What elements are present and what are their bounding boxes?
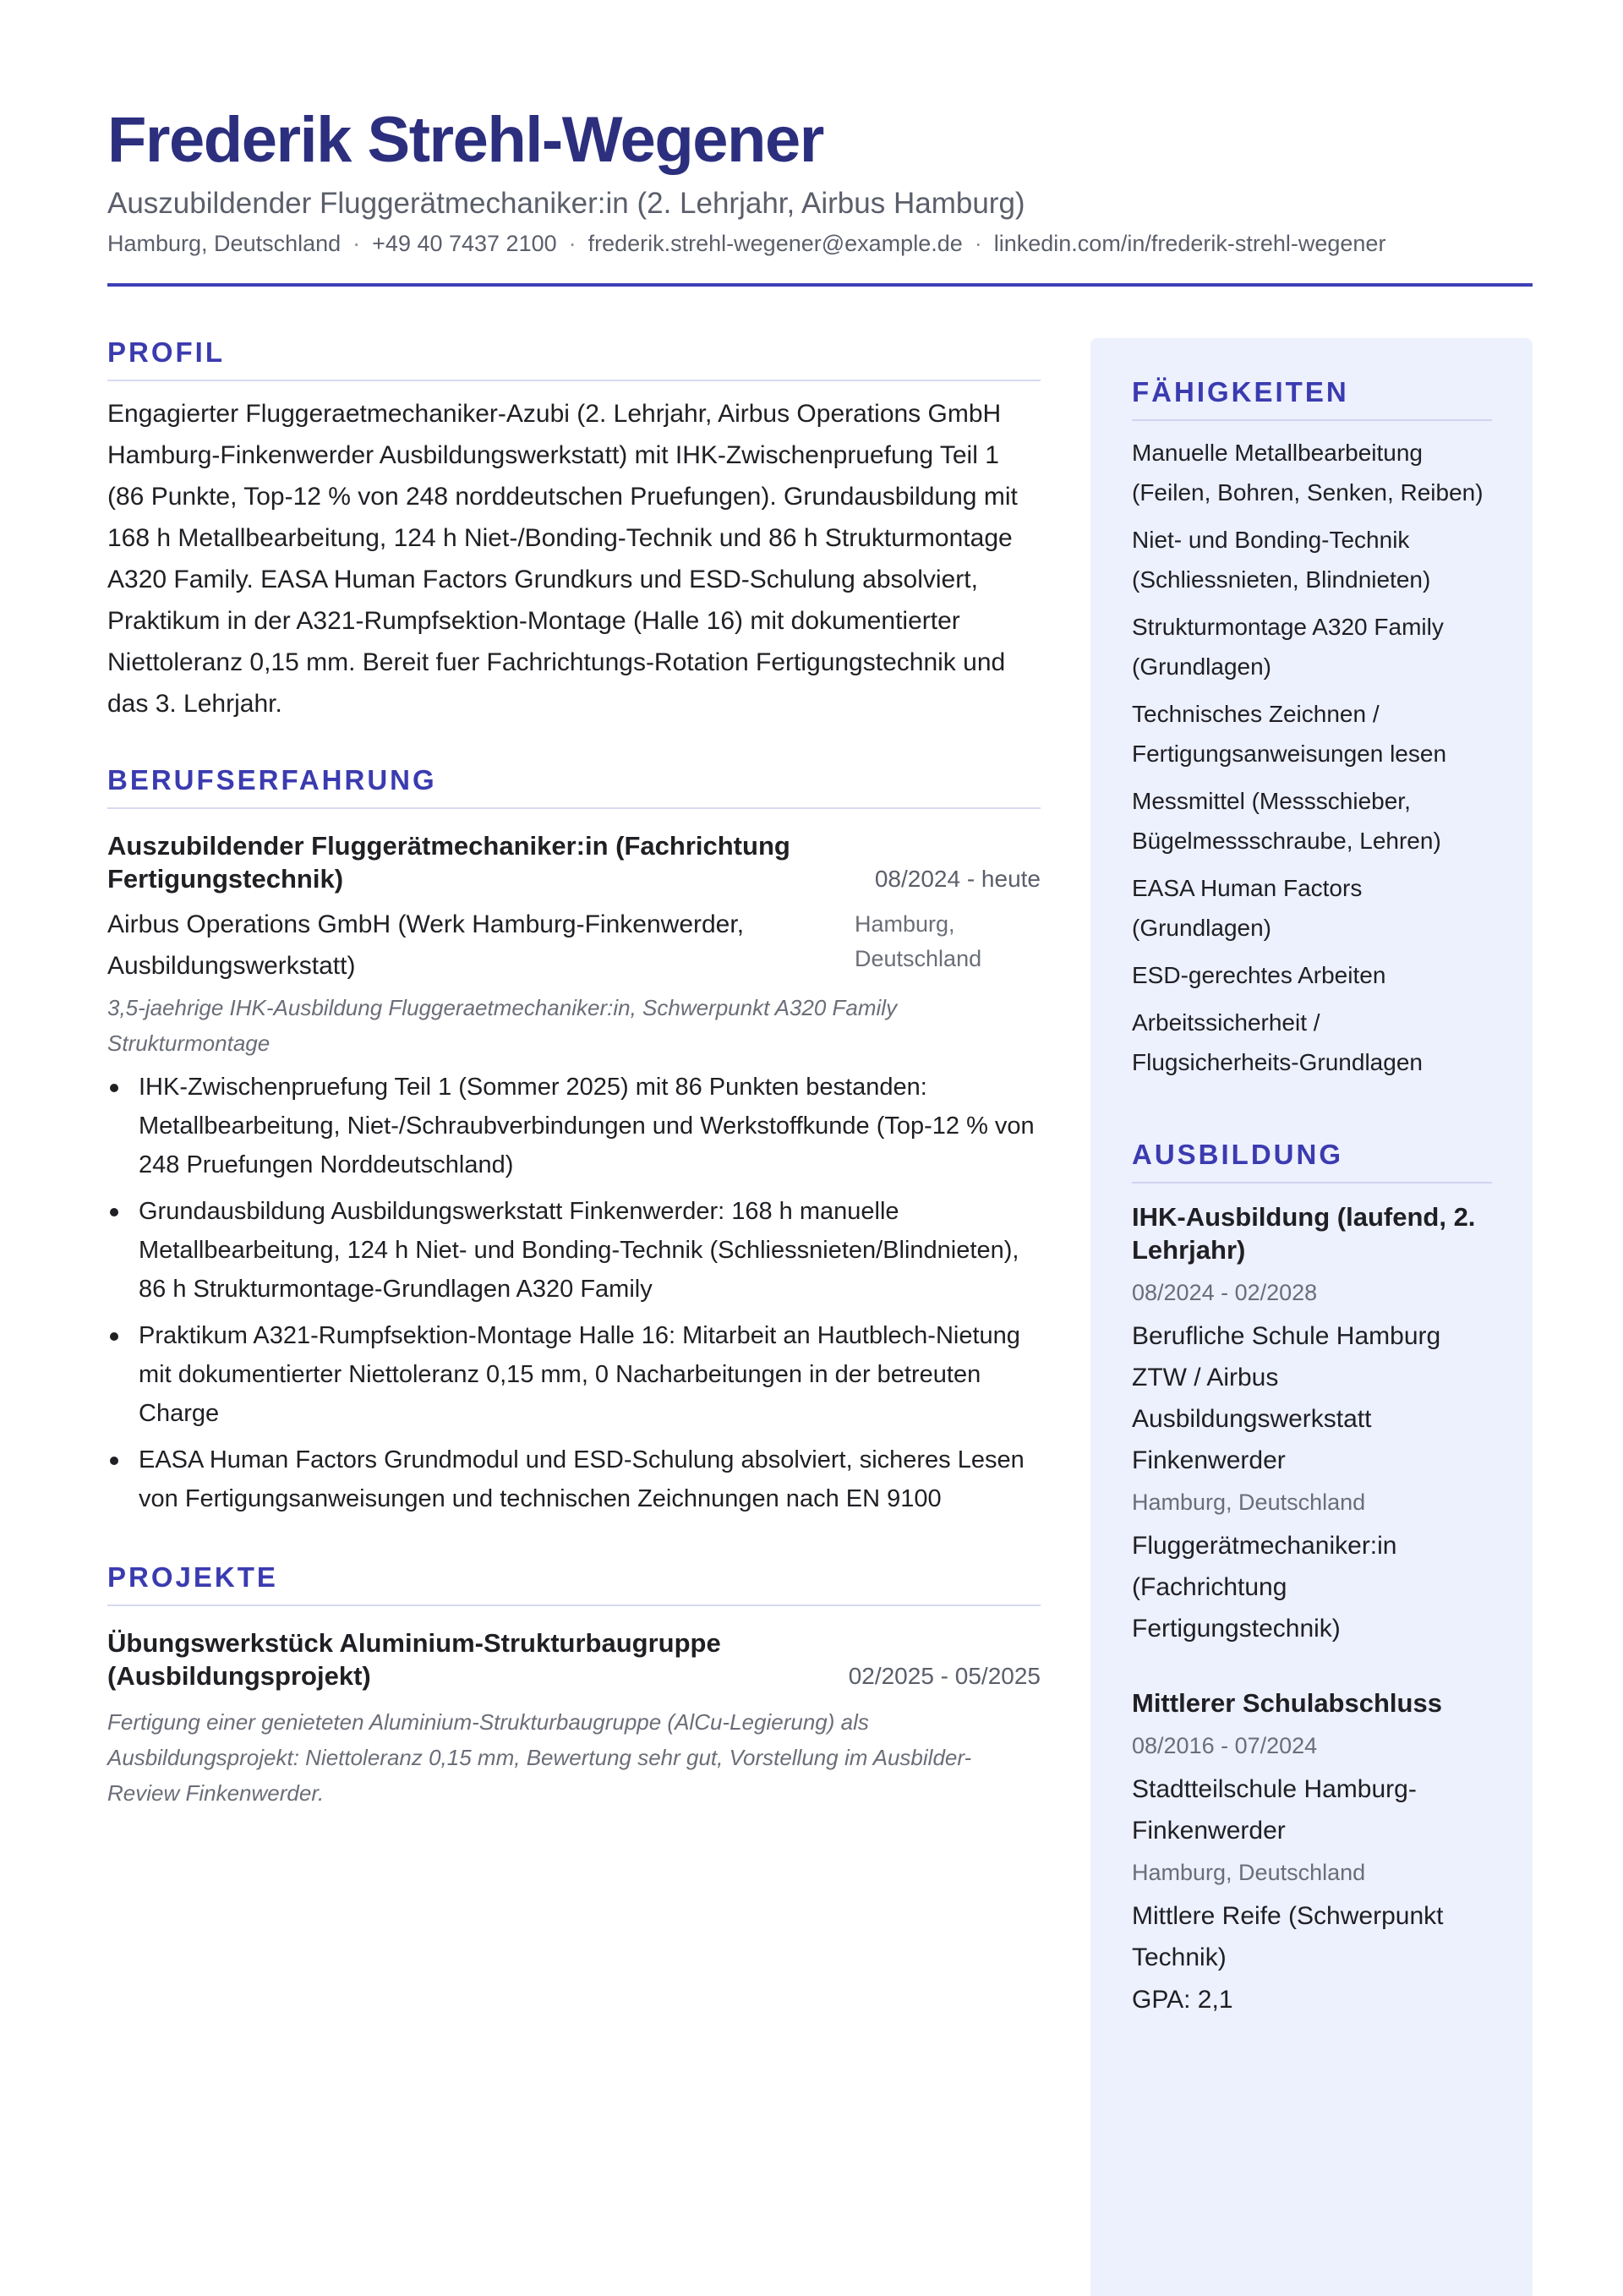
job-date: 08/2024 - heute	[874, 866, 1041, 892]
job-bullet: Praktikum A321-Rumpfsektion-Montage Halle 16: Mitarbeit an Hautblech-Nietung mit dokumentierter Niettoleranz 0,15 mm, 0 Nacharbeitungen in der betreuten Charge	[107, 1316, 1041, 1433]
person-name: Frederik Strehl-Wegener	[107, 104, 823, 176]
skill-item: Arbeitssicherheit / Flugsicherheits-Grundlagen	[1132, 1009, 1423, 1075]
job-location: Hamburg, Deutschland	[855, 911, 982, 971]
skill-item: Strukturmontage A320 Family (Grundlagen)	[1132, 614, 1444, 680]
contact-location: Hamburg, Deutschland	[107, 231, 342, 256]
job-bullet: Grundausbildung Ausbildungswerkstatt Finkenwerder: 168 h manuelle Metallbearbeitung, 124 h Niet- und Bonding-Technik (Schliessnieten/Blindnieten), 86 h Strukturmontage-Grundlagen A320 Family	[107, 1192, 1041, 1309]
education-entry	[1132, 1686, 1492, 2019]
header-divider	[107, 283, 1533, 287]
education-degree: IHK-Ausbildung (laufend, 2. Lehrjahr)	[1132, 1202, 1476, 1265]
education-date: 08/2024 - 02/2028	[1132, 1280, 1318, 1305]
contact-phone: +49 40 7437 2100	[372, 231, 557, 256]
education-school: Berufliche Schule Hamburg ZTW / Airbus Ausbildungswerkstatt Finkenwerder	[1132, 1322, 1441, 1474]
profile-section	[107, 334, 1041, 724]
experience-section	[107, 762, 1041, 1518]
projects-section	[107, 1559, 1041, 1811]
project-title: Übungswerkstück Aluminium-Strukturbaugruppe (Ausbildungsprojekt)	[107, 1628, 721, 1691]
section-title-experience: BERUFSERFAHRUNG	[107, 762, 1041, 809]
contact-separator: ·	[568, 231, 577, 256]
education-entry	[1132, 1200, 1492, 1649]
sidebar	[1090, 338, 1533, 2296]
section-title-education: AUSBILDUNG	[1132, 1136, 1492, 1184]
project-entry	[107, 1626, 1041, 1811]
job-bullet: IHK-Zwischenpruefung Teil 1 (Sommer 2025) mit 86 Punkten bestanden: Metallbearbeitung, Niet-/Schraubverbindungen und Werkstoffkunde (Top-12 % von 248 Pruefungen Norddeutschland)	[107, 1068, 1041, 1184]
education-gpa: GPA: 2,1	[1132, 1986, 1233, 2014]
education-degree: Mittlerer Schulabschluss	[1132, 1688, 1442, 1718]
entry-header	[107, 829, 1041, 895]
skill-item: Niet- und Bonding-Technik (Schliessnieten, Blindnieten)	[1132, 527, 1431, 593]
contact-separator: ·	[974, 231, 982, 256]
entry-header	[107, 1626, 1041, 1692]
section-title-skills: FÄHIGKEITEN	[1132, 374, 1492, 421]
person-tagline: Auszubildender Fluggerätmechaniker:in (2. Lehrjahr, Airbus Hamburg)	[107, 187, 1025, 220]
job-bullet-list	[107, 1068, 1041, 1518]
entry-subheader	[107, 904, 1041, 987]
education-field: Mittlere Reife (Schwerpunkt Technik)	[1132, 1902, 1444, 1971]
contact-linkedin[interactable]: linkedin.com/in/frederik-strehl-wegener	[993, 231, 1386, 256]
job-description: 3,5-jaehrige IHK-Ausbildung Fluggeraetmechaniker:in, Schwerpunkt A320 Family Strukturmontage	[107, 995, 898, 1056]
project-date: 02/2025 - 05/2025	[848, 1663, 1041, 1689]
sidebar-content	[1132, 374, 1492, 2019]
profile-text: Engagierter Fluggeraetmechaniker-Azubi (2. Lehrjahr, Airbus Operations GmbH Hamburg-Finkenwerder Ausbildungswerkstatt) mit IHK-Zwischenpruefung Teil 1 (86 Punkte, Top-12 % von 248 norddeutschen Pruefungen). Grundausbildung mit 168 h Metallbearbeitung, 124 h Niet-/Bonding-Technik und 86 h Strukturmontage A320 Family. EASA Human Factors Grundkurs und ESD-Schulung absolviert, Praktikum in der A321-Rumpfsektion-Montage (Halle 16) mit dokumentierter Niettoleranz 0,15 mm. Bereit fuer Fachrichtungs-Rotation Fertigungstechnik und das 3. Lehrjahr.	[107, 400, 1018, 718]
education-location: Hamburg, Deutschland	[1132, 1490, 1366, 1515]
skill-item: ESD-gerechtes Arbeiten	[1132, 962, 1386, 988]
experience-entry	[107, 829, 1041, 1518]
education-location: Hamburg, Deutschland	[1132, 1860, 1366, 1885]
main-column	[107, 334, 1041, 1840]
job-title: Auszubildender Fluggerätmechaniker:in (Fachrichtung Fertigungstechnik)	[107, 831, 790, 894]
project-description: Fertigung einer genieteten Aluminium-Strukturbaugruppe (AlCu-Legierung) als Ausbildungsprojekt: Niettoleranz 0,15 mm, Bewertung sehr gut, Vorstellung im Ausbilder-Review Finkenwerder.	[107, 1709, 972, 1806]
section-title-profile: PROFIL	[107, 334, 1041, 381]
skill-item: Manuelle Metallbearbeitung (Feilen, Bohren, Senken, Reiben)	[1132, 440, 1484, 506]
education-field: Fluggerätmechaniker:in (Fachrichtung Fertigungstechnik)	[1132, 1532, 1397, 1643]
skill-item: Technisches Zeichnen / Fertigungsanweisungen lesen	[1132, 701, 1447, 767]
skills-list	[1132, 433, 1492, 1082]
section-title-projects: PROJEKTE	[107, 1559, 1041, 1606]
skill-item: EASA Human Factors (Grundlagen)	[1132, 875, 1363, 941]
education-section	[1132, 1136, 1492, 2019]
skills-section	[1132, 374, 1492, 1082]
contact-line	[107, 228, 1533, 259]
contact-email[interactable]: frederik.strehl-wegener@example.de	[587, 231, 963, 256]
job-bullet: EASA Human Factors Grundmodul und ESD-Schulung absolviert, sicheres Lesen von Fertigungsanweisungen und technischen Zeichnungen nach EN 9100	[107, 1440, 1041, 1518]
resume-header	[107, 100, 1533, 259]
contact-separator: ·	[352, 231, 361, 256]
education-school: Stadtteilschule Hamburg-Finkenwerder	[1132, 1775, 1417, 1845]
job-organization: Airbus Operations GmbH (Werk Hamburg-Finkenwerder, Ausbildungswerkstatt)	[107, 910, 745, 980]
skill-item: Messmittel (Messschieber, Bügelmessschraube, Lehren)	[1132, 788, 1441, 854]
education-date: 08/2016 - 07/2024	[1132, 1733, 1318, 1758]
